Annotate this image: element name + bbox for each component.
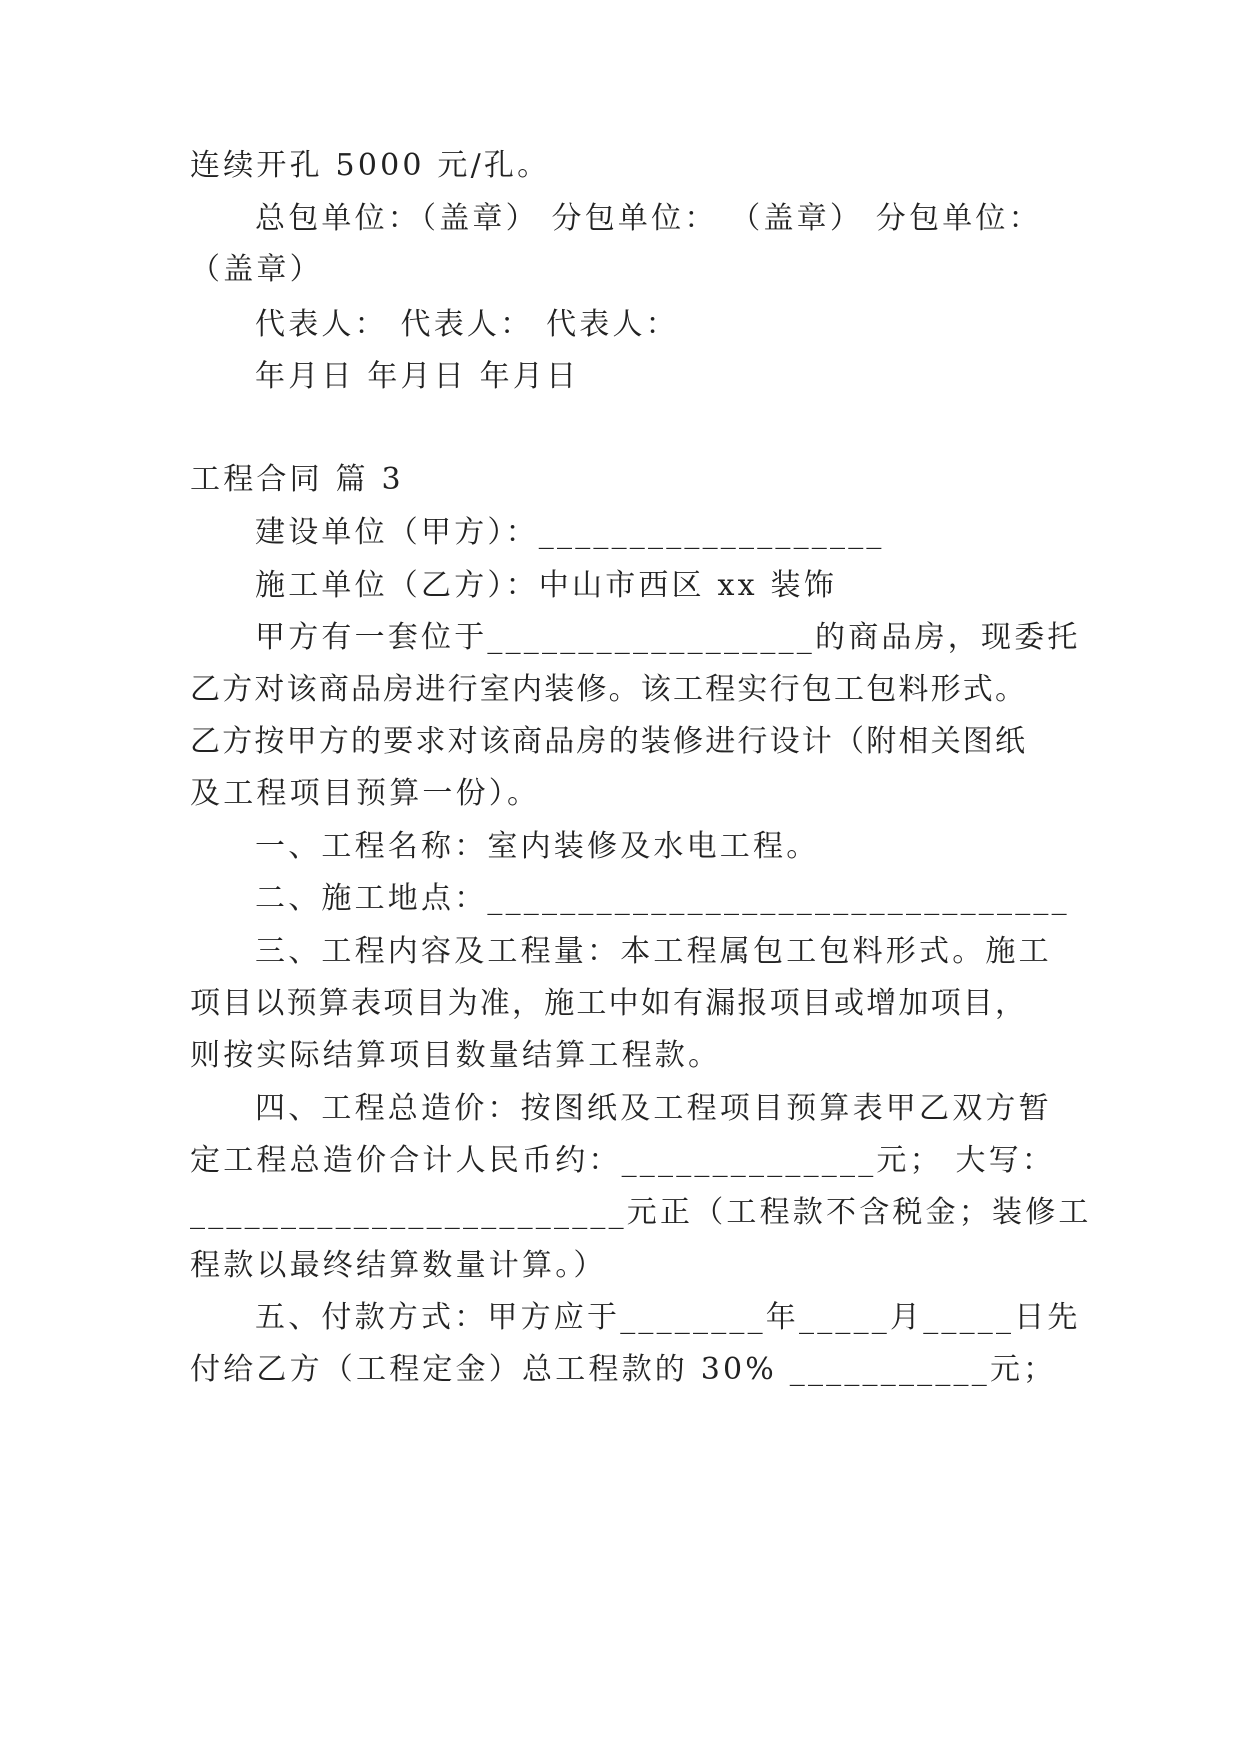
representatives-line: 代表人： 代表人： 代表人：: [255, 307, 679, 342]
party-a-line: 建设单位（甲方）：___________________: [255, 515, 885, 550]
clause-2-line: 二、施工地点：________________________________: [255, 881, 1070, 916]
paragraph-line: 项目以预算表项目为准，施工中如有漏报项目或增加项目，: [190, 986, 1028, 1021]
paragraph-line: 付给乙方（工程定金）总工程款的 30% ___________元；: [190, 1352, 1057, 1387]
clause-3-line: 三、工程内容及工程量：本工程属包工包料形式。施工: [255, 934, 1052, 969]
clause-4-line: 四、工程总造价：按图纸及工程项目预算表甲乙双方暂: [255, 1091, 1052, 1126]
section-title: 工程合同 篇 3: [190, 462, 404, 497]
paragraph-line: 定工程总造价合计人民币约：______________元； 大写：: [190, 1143, 1056, 1178]
clause-5-line: 五、付款方式：甲方应于________年_____月_____日先: [255, 1300, 1081, 1335]
paragraph-line: 及工程项目预算一份）。: [190, 776, 541, 811]
paragraph-line: ________________________元正（工程款不含税金；装修工: [190, 1195, 1092, 1230]
paragraph-line: 则按实际结算项目数量结算工程款。: [190, 1038, 722, 1073]
signature-units-line-cont: （盖章）: [190, 252, 323, 287]
paragraph-line: 乙方对该商品房进行室内装修。该工程实行包工包料形式。: [190, 672, 1028, 707]
paragraph-line: 程款以最终结算数量计算。）: [190, 1248, 607, 1283]
paragraph-line: 连续开孔 5000 元/孔。: [190, 148, 551, 183]
clause-1-line: 一、工程名称：室内装修及水电工程。: [255, 829, 820, 864]
paragraph-line: 甲方有一套位于__________________的商品房，现委托: [255, 620, 1081, 655]
dates-line: 年月日 年月日 年月日: [255, 359, 580, 394]
paragraph-line: 乙方按甲方的要求对该商品房的装修进行设计（附相关图纸: [190, 724, 1028, 759]
signature-units-line: 总包单位：（盖章） 分包单位： （盖章） 分包单位：: [255, 201, 1042, 236]
party-b-line: 施工单位（乙方）：中山市西区 xx 装饰: [255, 568, 837, 603]
